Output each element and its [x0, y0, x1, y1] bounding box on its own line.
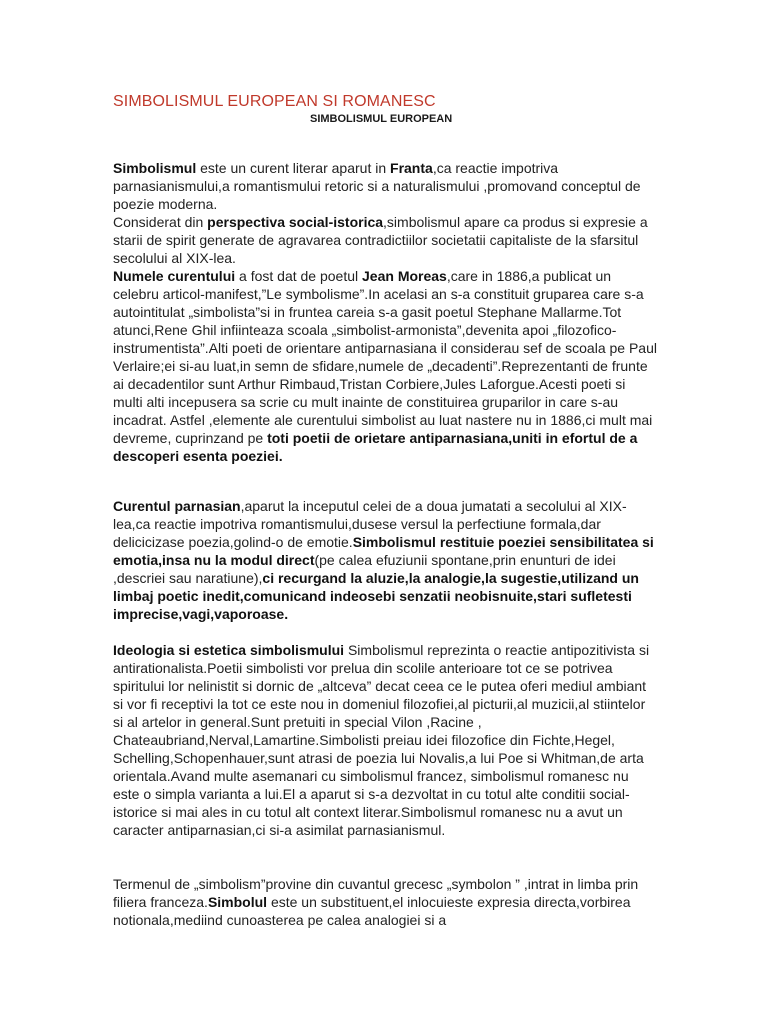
text-run: este un curent literar aparut in [196, 160, 391, 176]
document-subtitle: SIMBOLISMUL EUROPEAN [310, 113, 453, 125]
section-term [113, 875, 658, 929]
text-run: ci recurgand la aluzie,la analogie,la sugestie,utilizand un limbaj poetic inedit,comunicand indeosebi senzatii neobisnuite,stari sufletesti imprecise,vagi,vaporoase. [113, 570, 639, 622]
document-title: SIMBOLISMUL EUROPEAN SI ROMANESC [113, 93, 436, 110]
text-run: ,care in 1886,a publicat un celebru articol-manifest,”Le symbolisme”.In acelasi an s-a constituit gruparea care s-a autointitulat „simbolista”si in fruntea careia s-a gasit poetul Stephane Mallarme.Tot atunci,Rene Ghil infiinteaza scoala „simbolist-armonista”,devenita apoi „filozofico-instrumentista”.Alti poeti de orientare antiparnasiana il considerau sef de scoala pe Paul Verlaire;ei si-au luat,in semn de sfidare,numele de „decadenti”.Reprezentanti de frunte ai decadentilor sunt Arthur Rimbaud,Tristan Corbiere,Jules Laforgue.Acesti poeti si multi alti incepusera sa scrie cu mult inainte de constituirea gruparilor in care s-au incadrat. Astfel ,elemente ale curentului simbolist au luat nastere nu in 1886,ci mult mai devreme, cuprinzand pe [113, 268, 657, 446]
text-run: ,aparut la inceputul celei de a doua jumatati a secolului al XIX-lea,ca reactie impotriva romantismului,dusese versul la perfectiune formala,dar delicicizase poezia,golind-o de emotie. [113, 498, 627, 550]
paragraph-parnasian [113, 497, 658, 623]
text-run: (pe calea efuziunii spontane,prin enunturi de idei ,descriei sau naratiune), [113, 552, 616, 586]
text-run: Termenul de „simbolism”provine din cuvantul grecesc „symbolon ” ,intrat in limba prin filiera franceza. [113, 876, 639, 910]
text-run: ,ca reactie impotriva parnasianismului,a romantismului retoric si a naturalismului ,promovand conceptul de poezie moderna. [113, 160, 641, 212]
text-run: toti poetii de orietare antiparnasiana,uniti in efortul de a descoperi esenta poeziei. [113, 430, 638, 464]
section-definition [113, 159, 658, 465]
text-run: Simbolismul restituie poeziei sensibilitatea si emotia,insa nu la modul direct [113, 534, 654, 568]
text-run: Curentul parnasian [113, 498, 241, 514]
text-run: Simbolismul [113, 160, 197, 176]
section-parnasian [113, 497, 658, 623]
paragraph-definition [113, 159, 658, 213]
paragraph-ideology [113, 641, 658, 839]
text-run: este un substituent,el inlocuieste expresia directa,vorbirea notionala,mediind cunoasterea pe calea analogiei si a [113, 894, 631, 928]
paragraph-name-origin [113, 267, 658, 465]
text-run: Franta [390, 160, 433, 176]
paragraph-social-historic [113, 213, 658, 267]
text-run: Ideologia si estetica simbolismului [113, 642, 345, 658]
text-run: Numele curentului [113, 268, 236, 284]
text-run: perspectiva social-istorica [207, 214, 384, 230]
paragraph-term [113, 875, 658, 929]
section-ideology [113, 641, 658, 839]
text-run: Considerat din [113, 214, 208, 230]
text-run: a fost dat de poetul [235, 268, 363, 284]
text-run: Simbolismul reprezinta o reactie antipozitivista si antirationalista.Poetii simbolisti vor prelua din scolile anterioare tot ce se potrivea spiritului lor nelinistit si dornic de „altceva” decat ceea ce le putea oferi mediul ambiant si vor fi receptivi la tot ce este nou in domeniul filozofiei,al picturii,al muzicii,al stiintelor si al artelor in general.Sunt pretuiti in special Vilon ,Racine , Chateaubriand,Nerval,Lamartine.Simbolisti preiau idei filozofice din Fichte,Hegel, Schelling,Schopenhauer,sunt atrasi de poezia lui Novalis,a lui Poe si Whitman,de arta orientala.Avand multe asemanari cu simbolismul francez, simbolismul romanesc nu este o simpla varianta a lui.El a aparut si s-a dezvoltat in cu totul alte conditii social-istorice si mai ales in cu totul alt context literar.Simbolismul romanesc nu a avut un caracter antiparnasian,ci si-a asimilat parnasianismul. [113, 642, 650, 838]
text-run: ,simbolismul apare ca produs si expresie a starii de spirit generate de agravarea contradictiilor societatii capitaliste de la sfarsitul secolului al XIX-lea. [113, 214, 648, 266]
text-run: Simbolul [207, 894, 268, 910]
text-run: Jean Moreas [362, 268, 447, 284]
